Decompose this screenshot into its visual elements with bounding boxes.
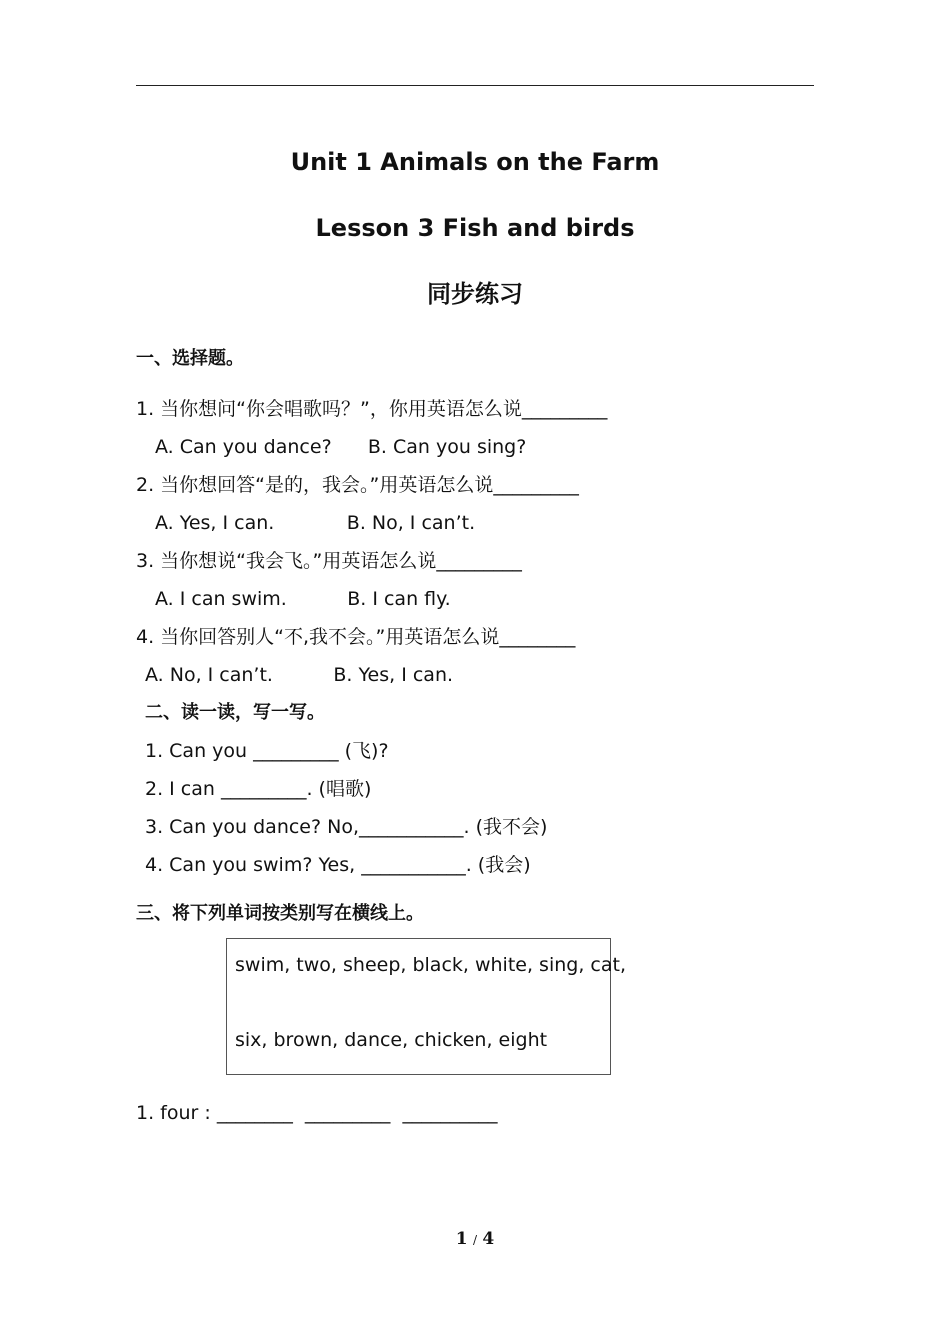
page-total: 4 [482,1229,495,1249]
fill-item-3: 3. Can you dance? No,___________. (我不会) [145,816,548,838]
fill-item-4: 4. Can you swim? Yes, ___________. (我会) [145,854,531,876]
question-1-options: A. Can you dance? B. Can you sing? [155,436,527,458]
header-rule [136,85,814,86]
section-heading-classify: 三、将下列单词按类别写在横线上。 [136,903,424,924]
question-2-options: A. Yes, I can. B. No, I can’t. [155,512,476,534]
practice-title: 同步练习 [427,280,523,308]
page-separator: / [472,1233,478,1247]
section-heading-read-write: 二、读一读，写一写。 [145,702,325,723]
question-4: 4. 当你回答别人“不,我不会。”用英语怎么说________ [136,626,576,648]
classify-item-1: 1. four : ________ _________ __________ [136,1102,498,1124]
fill-item-1: 1. Can you _________ (飞)? [145,740,389,762]
question-3: 3. 当你想说“我会飞。”用英语怎么说_________ [136,550,522,572]
fill-item-2: 2. I can _________. (唱歌) [145,778,372,800]
word-bank-line-1: swim, two, sheep, black, white, sing, cat, [235,954,626,976]
question-1: 1. 当你想问“你会唱歌吗？”，你用英语怎么说_________ [136,398,608,420]
page-number [0,1228,950,1251]
section-heading-choice: 一、选择题。 [136,348,244,369]
word-bank-line-2: six, brown, dance, chicken, eight [235,1029,548,1051]
question-4-options: A. No, I can’t. B. Yes, I can. [145,664,454,686]
lesson-title: Lesson 3 Fish and birds [315,214,635,242]
question-3-options: A. I can swim. B. I can fly. [155,588,451,610]
question-2: 2. 当你想回答“是的，我会。”用英语怎么说_________ [136,474,579,496]
unit-title: Unit 1 Animals on the Farm [290,148,660,176]
page-current: 1 [455,1229,468,1249]
word-bank-box [226,938,626,1075]
